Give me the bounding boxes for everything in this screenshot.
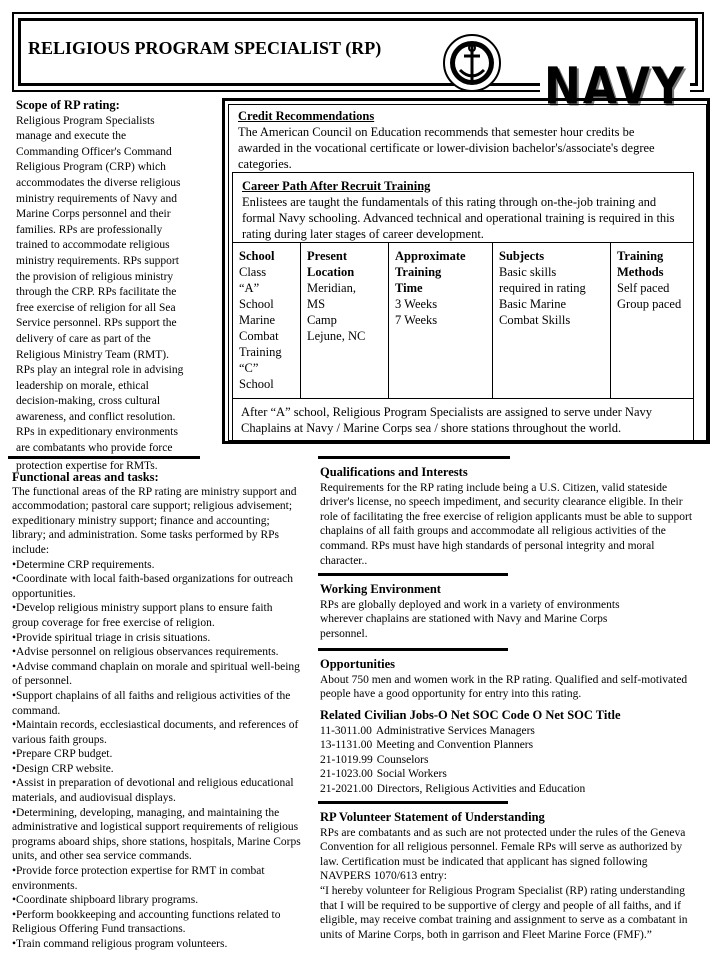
volunteer-text: RPs are combatants and as such are not protected under the rules of the Geneva Convention for all religious personnel. Female RPs will serve as authorized by law. Certification must be indicated that applicant has signed following NAVPERS 1070/613 entry: bbox=[320, 826, 686, 883]
task-item: •Coordinate shipboard library programs. bbox=[12, 894, 199, 907]
environment-text: RPs are globally deployed and work in a variety of environments wherever chaplains are stationed with Navy and Marine Corps personnel. bbox=[320, 598, 620, 640]
related-job-row bbox=[320, 738, 700, 753]
table-header-school: School bbox=[239, 249, 275, 263]
scope-line: ministry requirements. RPs support bbox=[16, 254, 179, 267]
functional-intro: The functional areas of the RP rating are ministry support and accommodation; pastoral care support; religious advisement; expeditionary ministry support; finance and accounting; library; and administration. Some tasks performed by RPs include: bbox=[12, 485, 297, 556]
table-cells-methods bbox=[617, 280, 687, 312]
credit-heading: Credit Recommendations bbox=[238, 109, 375, 123]
navy-chaplain-emblem-icon bbox=[442, 32, 502, 94]
table-header-location bbox=[307, 248, 382, 280]
table-cell-line: Present bbox=[307, 249, 348, 263]
related-job-row bbox=[320, 724, 700, 739]
scope-line: RPs in expeditionary environments bbox=[16, 426, 178, 439]
related-jobs-heading: Related Civilian Jobs-O Net SOC Code O Net SOC Title bbox=[320, 708, 621, 722]
related-jobs-section bbox=[320, 708, 700, 797]
table-cell-line: required in rating bbox=[499, 281, 586, 295]
job-code: 21-1019.99 bbox=[320, 753, 373, 766]
table-cell-line: Training bbox=[395, 265, 442, 279]
table-cell-line: School bbox=[239, 377, 274, 391]
scope-line: RPs play an integral role in advising bbox=[16, 364, 184, 377]
page-title: RELIGIOUS PROGRAM SPECIALIST (RP) bbox=[28, 38, 382, 58]
job-code: 21-2021.00 bbox=[320, 782, 373, 795]
table-cell-line: MS bbox=[307, 297, 326, 311]
functional-section bbox=[12, 470, 302, 952]
table-cell-line: Approximate bbox=[395, 249, 466, 263]
task-item: •Maintain records, ecclesiastical documents, and references of various faith groups. bbox=[12, 719, 299, 746]
task-item: •Prepare CRP budget. bbox=[12, 748, 113, 761]
table-cell-line: Self paced bbox=[617, 281, 670, 295]
table-cell-line: Marine bbox=[239, 313, 276, 327]
table-cell-line: Group paced bbox=[617, 297, 682, 311]
task-item: •Train command religious program volunteers. bbox=[12, 938, 228, 950]
table-cells-school bbox=[239, 264, 294, 392]
qualifications-text: Requirements for the RP rating include being a U.S. Citizen, valid stateside driver's license, no speech impediment, and security clearance eligible. In their role of facilitating the free exercise of religion applicants must be able to support chaplains of all faith groups and accommodate all religious activities of the command. RPs must have high standards of personal integrity and moral character.. bbox=[320, 481, 693, 567]
environment-section bbox=[320, 582, 650, 641]
table-cell-line: “A” bbox=[239, 281, 260, 295]
table-cell-line: Camp bbox=[307, 313, 337, 327]
scope-line: Commanding Officer's Command bbox=[16, 145, 172, 158]
task-item: •Provide force protection expertise for RMT in combat environments. bbox=[12, 865, 265, 892]
task-item: •Advise personnel on religious observances requirements. bbox=[12, 646, 279, 659]
table-cell-line: School bbox=[239, 297, 274, 311]
related-job-row bbox=[320, 782, 700, 797]
task-item: •Determine CRP requirements. bbox=[12, 558, 155, 571]
volunteer-section bbox=[320, 810, 700, 942]
related-job-row bbox=[320, 753, 700, 768]
divider-functional bbox=[8, 456, 200, 459]
qualifications-heading: Qualifications and Interests bbox=[320, 465, 468, 479]
task-item: •Support chaplains of all faiths and religious activities of the command. bbox=[12, 689, 291, 717]
divider-volunteer bbox=[318, 801, 508, 804]
table-cells-location bbox=[307, 280, 382, 344]
table-cell-line: Time bbox=[395, 281, 423, 295]
table-cells-subjects bbox=[499, 264, 604, 328]
volunteer-heading: RP Volunteer Statement of Understanding bbox=[320, 810, 545, 824]
scope-line: manage and execute the bbox=[16, 130, 127, 143]
scope-line: free exercise of religion for all Sea bbox=[16, 301, 176, 314]
divider-qualifications bbox=[318, 456, 510, 459]
task-list bbox=[12, 558, 302, 952]
credit-text: The American Council on Education recommends that semester hour credits be awarded in the vocational certificate or lower-division bachelor's/associate's degree categories. bbox=[238, 125, 655, 171]
opportunities-heading: Opportunities bbox=[320, 657, 396, 671]
scope-line: Service personnel. RPs support the bbox=[16, 317, 177, 330]
task-item: •Perform bookkeeping and accounting functions related to Religious Offering Fund transactions. bbox=[12, 908, 281, 936]
table-cell-line: “C” bbox=[239, 361, 259, 375]
table-cell-line: Training bbox=[239, 345, 282, 359]
task-item: •Coordinate with local faith-based organizations for outreach opportunities. bbox=[12, 573, 293, 600]
table-cell-line: Class bbox=[239, 265, 267, 279]
table-col-subjects bbox=[493, 243, 611, 398]
functional-heading: Functional areas and tasks: bbox=[12, 470, 159, 484]
scope-line: accommodates the diverse religious bbox=[16, 176, 181, 189]
scope-text bbox=[16, 114, 216, 475]
table-cell-line: Basic Marine bbox=[499, 297, 566, 311]
divider-environment bbox=[318, 573, 508, 576]
scope-line: are combatants who provide force bbox=[16, 442, 173, 455]
scope-heading: Scope of RP rating: bbox=[16, 98, 120, 112]
table-cell-line: Combat Skills bbox=[499, 313, 571, 327]
table-cells-time bbox=[395, 296, 486, 328]
table-col-school bbox=[233, 243, 301, 398]
table-cell-line: Lejune, NC bbox=[307, 329, 366, 343]
scope-line: decision-making, cross cultural bbox=[16, 395, 161, 408]
scope-line: Religious Ministry Team (RMT). bbox=[16, 348, 169, 361]
table-cell-line: Meridian, bbox=[307, 281, 356, 295]
scope-line: delivery of care as part of the bbox=[16, 332, 151, 345]
scope-line: Religious Program (CRP) which bbox=[16, 161, 166, 174]
job-title: Meeting and Convention Planners bbox=[376, 739, 534, 752]
credit-section bbox=[238, 108, 678, 172]
task-item: •Design CRP website. bbox=[12, 762, 114, 775]
table-cell-line: 3 Weeks bbox=[395, 297, 438, 311]
training-table bbox=[233, 243, 693, 399]
table-cell-line: 7 Weeks bbox=[395, 313, 438, 327]
career-text: Enlistees are taught the fundamentals of this rating through on-the-job training and formal Navy schooling. Advanced technical and operational training is required in this rating during later stages of career development. bbox=[242, 195, 675, 241]
table-col-time bbox=[389, 243, 493, 398]
navy-brand-logo: NAVY bbox=[540, 62, 690, 113]
scope-line: leadership on morale, ethical bbox=[16, 379, 149, 392]
table-cell-line: Training bbox=[617, 249, 664, 263]
task-item: •Develop religious ministry support plans to ensure faith group coverage for free exercise of religion. bbox=[12, 602, 273, 629]
opportunities-section bbox=[320, 657, 700, 702]
job-code: 11-3011.00 bbox=[320, 724, 372, 737]
environment-heading: Working Environment bbox=[320, 582, 441, 596]
scope-line: Marine Corps personnel and their bbox=[16, 208, 171, 221]
task-item: •Determining, developing, managing, and maintaining the administrative and logistical support requirements of religious programs aboard ships, shore stations, hospitals, Marine Corps units, and other sea service commands. bbox=[12, 806, 301, 863]
table-cell-line: Location bbox=[307, 265, 355, 279]
table-header-time bbox=[395, 248, 486, 296]
job-title: Counselors bbox=[376, 753, 429, 766]
qualifications-section bbox=[320, 465, 700, 568]
job-code: 21-1023.00 bbox=[320, 768, 373, 781]
table-col-location bbox=[301, 243, 389, 398]
scope-line: awareness, and conflict resolution. bbox=[16, 410, 176, 423]
scope-line: protection expertise for RMTs. bbox=[16, 459, 158, 472]
scope-line: ministry requirements of Navy and bbox=[16, 192, 177, 205]
table-cell-line: Combat bbox=[239, 329, 279, 343]
scope-line: the provision of religious ministry bbox=[16, 270, 174, 283]
table-header-methods bbox=[617, 248, 687, 280]
related-job-row bbox=[320, 767, 700, 782]
after-a-school-text: After “A” school, Religious Program Specialists are assigned to serve under Navy Chaplains at Navy / Marine Corps sea / shore stations throughout the world. bbox=[241, 405, 653, 435]
career-box bbox=[232, 172, 694, 442]
table-header-subjects: Subjects bbox=[499, 249, 545, 263]
related-jobs-list bbox=[320, 724, 700, 797]
volunteer-quote: “I hereby volunteer for Religious Program Specialist (RP) rating understanding that I will be required to be supportive of clergy and people of all faiths, and if eligible, may receive combat training and assignment to serve as a combatant in units of Marine Corps, both in garrison and Fleet Marine Force (FMF).” bbox=[320, 884, 688, 941]
table-col-methods bbox=[611, 243, 693, 398]
career-heading: Career Path After Recruit Training bbox=[242, 179, 431, 193]
scope-line: trained to accommodate religious bbox=[16, 239, 170, 252]
job-title: Administrative Services Managers bbox=[375, 724, 535, 737]
task-item: •Provide spiritual triage in crisis situations. bbox=[12, 631, 211, 644]
table-cell-line: Basic skills bbox=[499, 265, 557, 279]
scope-section bbox=[16, 98, 216, 474]
job-title: Directors, Religious Activities and Education bbox=[376, 782, 586, 795]
table-cell-line: Methods bbox=[617, 265, 664, 279]
opportunities-text: About 750 men and women work in the RP rating. Qualified and self-motivated people have a good opportunity for entry into this rating. bbox=[320, 673, 688, 701]
job-code: 13-1131.00 bbox=[320, 739, 373, 752]
scope-line: families. RPs are professionally bbox=[16, 223, 163, 236]
scope-line: Religious Program Specialists bbox=[16, 114, 155, 127]
task-item: •Assist in preparation of devotional and religious educational materials, and audiovisual displays. bbox=[12, 777, 294, 805]
job-title: Social Workers bbox=[376, 768, 447, 781]
divider-opportunities bbox=[318, 648, 508, 651]
scope-line: through the CRP. RPs facilitate the bbox=[16, 286, 177, 299]
task-item: •Advise command chaplain on morale and spiritual well-being of personnel. bbox=[12, 660, 300, 688]
career-section bbox=[233, 173, 693, 243]
